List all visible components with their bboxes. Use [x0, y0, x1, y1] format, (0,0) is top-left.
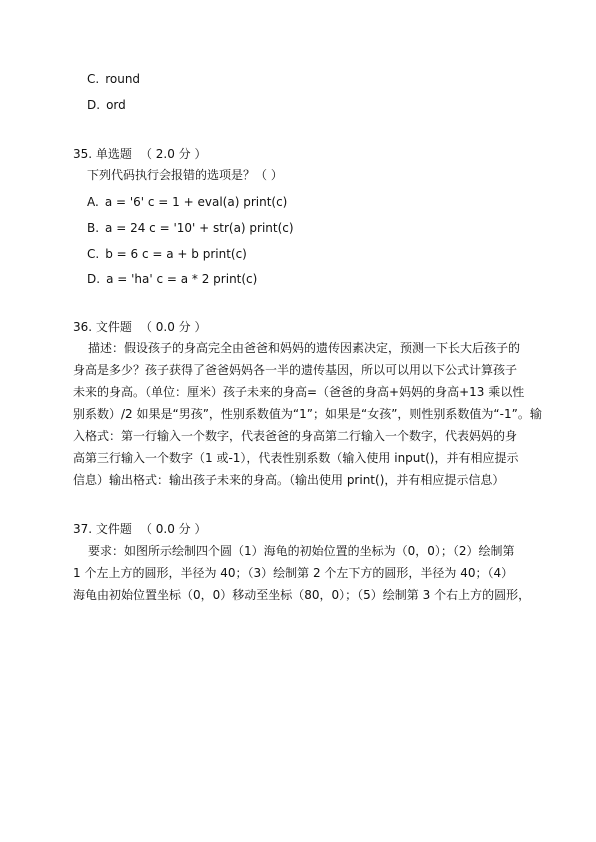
option-label: C. [87, 72, 100, 86]
option-c-prev[interactable] [87, 71, 140, 87]
question-36-line-5: 入格式：第一行输入一个数字，代表爸爸的身高第二行输入一个数字，代表妈妈的身 [73, 429, 518, 443]
question-35-option-a[interactable] [87, 194, 287, 210]
option-label: C. [87, 247, 100, 261]
question-type: 文件题 [95, 320, 132, 334]
question-36-line-6: 高第三行输入一个数字（1 或-1），代表性别系数（输入使用 input()，并有相应提示 [73, 451, 519, 465]
question-35-stem: 下列代码执行会报错的选项是？（ ） [87, 168, 283, 182]
question-36-line-2: 身高是多少？孩子获得了爸爸妈妈各一半的遗传基因，所以可以用以下公式计算孩子 [73, 363, 518, 377]
question-36-header [73, 319, 206, 335]
question-36-line-4: 别系数）/2 如果是“男孩”，性别系数值为“1”；如果是“女孩”，则性别系数值为“-1”。输 [73, 407, 542, 421]
question-type: 单选题 [95, 147, 132, 161]
option-text: ord [106, 98, 126, 112]
option-text: a = 'ha' c = a * 2 print(c) [106, 272, 258, 286]
question-37-line-1: 要求：如图所示绘制四个圆（1）海龟的初始位置的坐标为（0，0）；（2）绘制第 [88, 544, 515, 558]
option-d-prev[interactable] [87, 97, 126, 113]
question-type: 文件题 [95, 522, 132, 536]
question-score: （ 2.0 分 ） [139, 147, 207, 161]
question-37-header [73, 521, 206, 537]
question-number: 37. [73, 522, 93, 536]
question-35-option-c[interactable] [87, 246, 247, 262]
question-score: （ 0.0 分 ） [139, 320, 207, 334]
option-text: b = 6 c = a + b print(c) [105, 247, 247, 261]
question-35-option-d[interactable] [87, 271, 257, 287]
question-number: 36. [73, 320, 93, 334]
question-36-line-1: 描述：假设孩子的身高完全由爸爸和妈妈的遗传因素决定，预测一下长大后孩子的 [88, 341, 521, 355]
option-text: round [105, 72, 141, 86]
option-text: a = 24 c = '10' + str(a) print(c) [105, 221, 294, 235]
question-36-line-3: 未来的身高。（单位：厘米）孩子未来的身高=（爸爸的身高+妈妈的身高+13 乘以性 [73, 385, 525, 399]
question-37-line-2: 1 个左上方的圆形，半径为 40；（3）绘制第 2 个左下方的圆形，半径为 40；（4） [73, 566, 514, 580]
option-label: B. [87, 221, 100, 235]
option-label: D. [87, 98, 101, 112]
question-35-option-b[interactable] [87, 220, 294, 236]
option-label: A. [87, 195, 99, 209]
question-35-header [73, 146, 206, 162]
question-37-line-3: 海龟由初始位置坐标（0，0）移动至坐标（80，0）；（5）绘制第 3 个右上方的圆形， [73, 588, 531, 602]
option-label: D. [87, 272, 101, 286]
question-score: （ 0.0 分 ） [139, 522, 207, 536]
question-number: 35. [73, 147, 93, 161]
question-36-line-7: 信息）输出格式：输出孩子未来的身高。（输出使用 print()，并有相应提示信息） [73, 473, 505, 487]
option-text: a = '6' c = 1 + eval(a) print(c) [104, 195, 288, 209]
